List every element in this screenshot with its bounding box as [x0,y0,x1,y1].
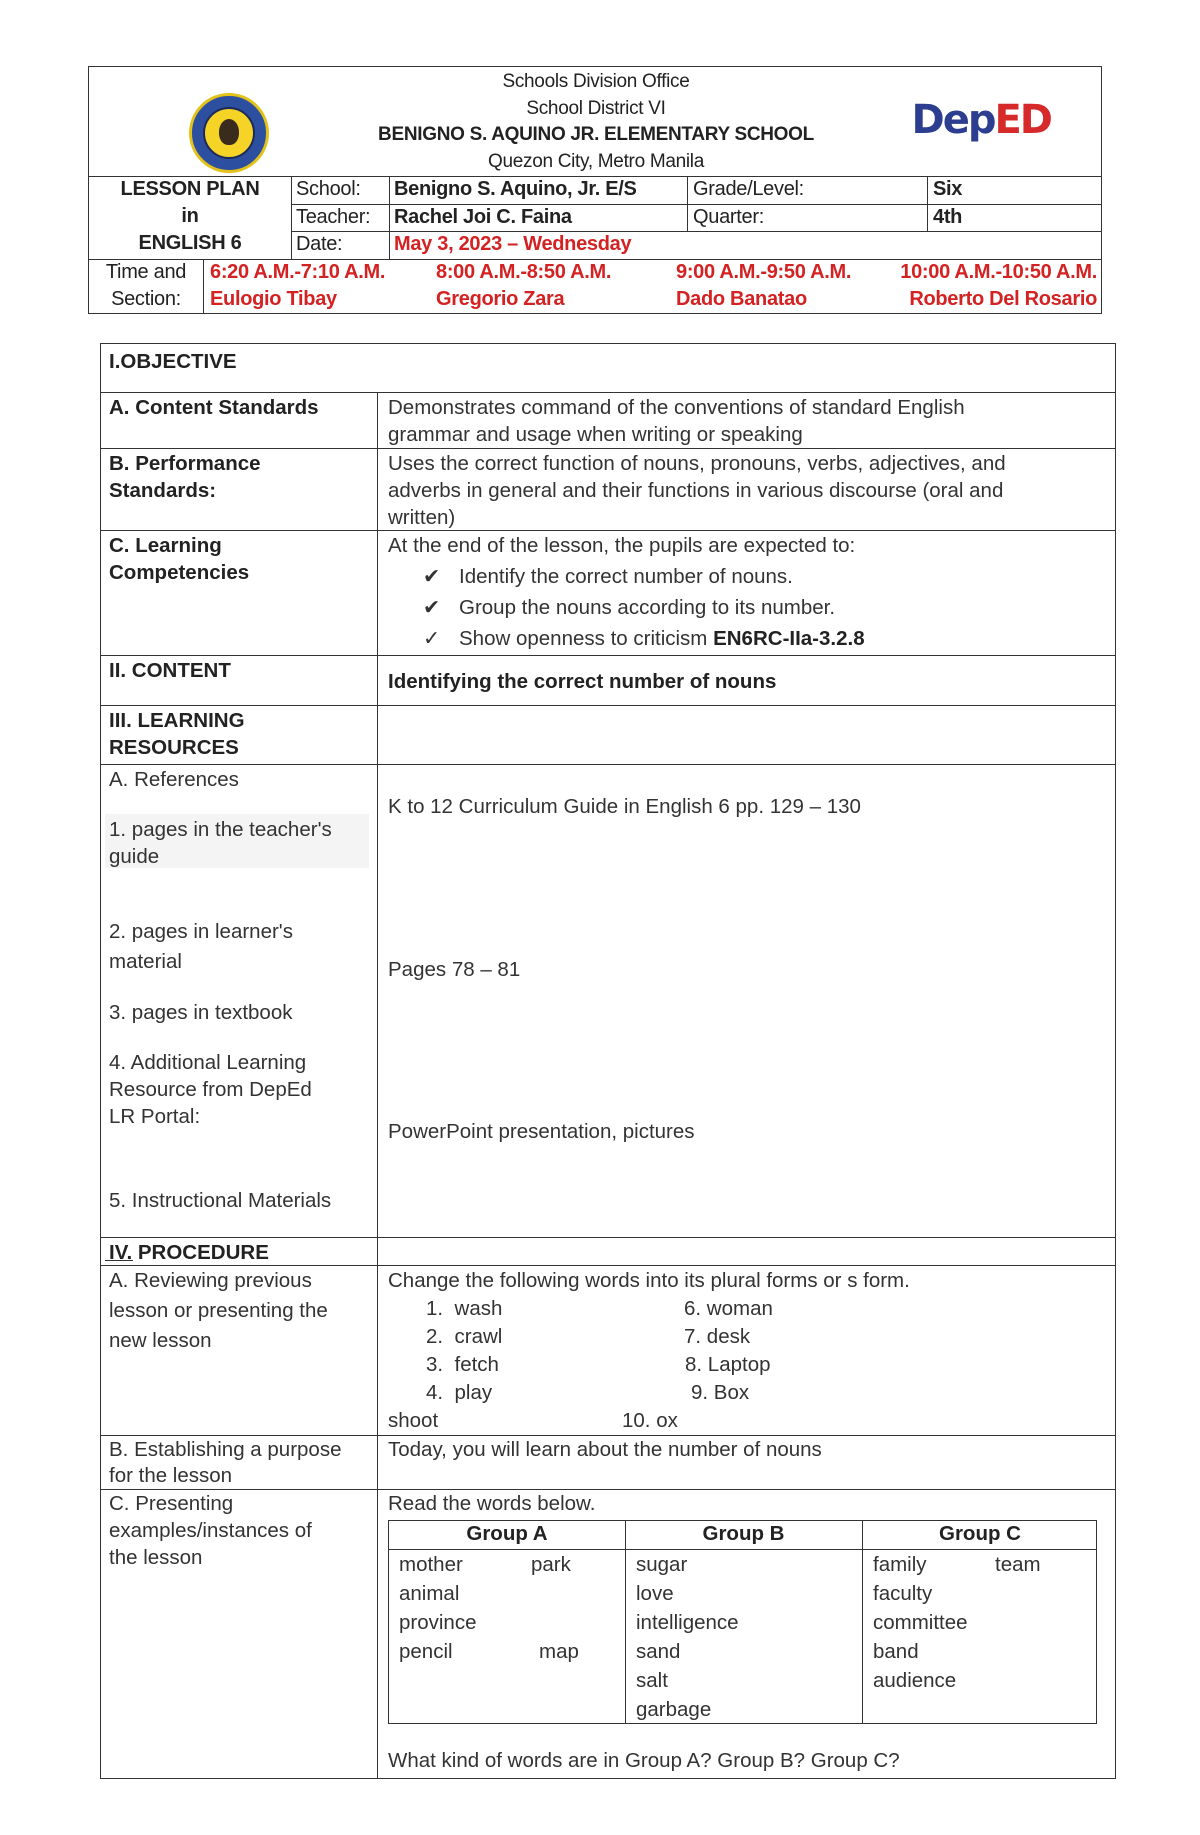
grade-label: Grade/Level: [693,178,804,200]
procedure-a-label: lesson or presenting the [109,1299,328,1322]
content-value: Identifying the correct number of nouns [388,670,777,693]
group-a-word: park [531,1553,571,1576]
division-office: Schools Division Office [502,71,690,92]
session-time: 8:00 A.M.-8:50 A.M. [436,261,612,283]
procedure-a-intro: Change the following words into its plural forms or s form. [388,1269,910,1292]
competency-code: EN6RC-IIa-3.2.8 [713,627,865,650]
teacher-label: Teacher: [296,206,371,228]
session-section: Roberto Del Rosario [909,288,1097,310]
date-label: Date: [296,233,343,255]
group-a-word: animal [399,1582,460,1605]
noun-groups-table [388,1520,1097,1724]
procedure-c-label: the lesson [109,1546,203,1569]
teacher-guide-label: 1. pages in the teacher's [109,818,332,841]
teacher-guide-label: guide [109,845,160,868]
group-b-word: salt [636,1669,668,1692]
group-c-word: family [873,1553,927,1576]
content-standards-line: Demonstrates command of the conventions of standard English [388,396,965,419]
plural-item: 6. woman [684,1297,773,1320]
group-c-word: audience [873,1669,957,1692]
competency-item: ✔ Group the nouns according to its number. [423,595,836,619]
procedure-b-value: Today, you will learn about the number of nouns [388,1438,822,1461]
objective-title: I.OBJECTIVE [109,350,237,373]
school-location: Quezon City, Metro Manila [487,151,704,172]
check-icon: ✔ [423,595,441,619]
procedure-a-label: new lesson [109,1329,212,1352]
procedure-b-label: B. Establishing a purpose [109,1438,342,1461]
group-b-word: sugar [636,1553,688,1576]
section-label: Section: [111,288,181,310]
plural-item: 4. play [426,1381,493,1404]
plural-item: 8. Laptop [685,1353,771,1376]
group-c-word: band [873,1640,919,1663]
deped-logo: DepED [911,97,1051,143]
procedure-c-question: What kind of words are in Group A? Group B? Group C? [388,1749,900,1772]
procedure-a-label: A. Reviewing previous [109,1269,312,1292]
performance-line: Uses the correct function of nouns, pronouns, verbs, adjectives, and [388,452,1006,475]
time-label: Time and [105,261,187,283]
plural-item: 2. crawl [426,1325,503,1348]
group-header: Group C [939,1522,1021,1545]
lesson-plan-table [100,343,1116,1779]
group-b-word: love [636,1582,674,1605]
procedure-title: IV. PROCEDURE [109,1241,269,1264]
session-time: 9:00 A.M.-9:50 A.M. [676,261,852,283]
session-section: Eulogio Tibay [210,288,337,310]
content-standards-line: grammar and usage when writing or speaking [388,423,803,446]
plural-item: 10. ox [622,1409,678,1432]
additional-resource-label: Resource from DepEd [109,1078,312,1101]
lesson-plan-label: LESSON PLAN [120,178,260,200]
group-b-word: intelligence [636,1611,739,1634]
resources-title: RESOURCES [109,736,239,759]
group-a-word: pencil [399,1640,453,1663]
group-c-word: team [995,1553,1041,1576]
plural-item: 9. Box [691,1381,750,1404]
group-b-word: garbage [636,1698,712,1721]
date-value: May 3, 2023 – Wednesday [394,233,632,255]
learner-material-label: 2. pages in learner's [109,920,293,943]
session-time: 10:00 A.M.-10:50 A.M. [900,261,1097,283]
quarter-label: Quarter: [693,206,764,228]
resources-title: III. LEARNING [109,709,245,732]
performance-label: Standards: [109,479,217,502]
additional-resource-label: 4. Additional Learning [109,1051,307,1074]
session-time: 6:20 A.M.-7:10 A.M. [210,261,386,283]
additional-resource-label: LR Portal: [109,1105,201,1128]
group-c-word: faculty [873,1582,933,1605]
teacher-guide-value: K to 12 Curriculum Guide in English 6 pp. 129 – 130 [388,795,861,818]
plural-item: 1. wash [426,1297,503,1320]
learner-material-label: material [109,950,182,973]
textbook-label: 3. pages in textbook [109,1001,293,1024]
teacher-value: Rachel Joi C. Faina [394,206,572,228]
references-label: A. References [109,768,239,791]
additional-resource-value: PowerPoint presentation, pictures [388,1120,695,1143]
group-c-word: committee [873,1611,968,1634]
learner-material-value: Pages 78 – 81 [388,958,521,981]
performance-label: B. Performance [109,452,261,475]
performance-line: written) [388,506,456,529]
session-section: Gregorio Zara [436,288,565,310]
grade-value: Six [933,178,963,200]
plural-item: 7. desk [684,1325,751,1348]
competencies-label: C. Learning [109,534,222,557]
group-header: Group B [702,1522,785,1545]
school-header [88,66,1102,314]
content-title: II. CONTENT [109,659,231,682]
school-district: School District VI [526,98,666,119]
lesson-plan-subject: ENGLISH 6 [138,232,242,254]
group-header: Group A [466,1522,548,1545]
instructional-materials-label: 5. Instructional Materials [109,1189,332,1212]
check-icon: ✓ [423,626,441,650]
competency-item: ✔ Identify the correct number of nouns. [423,564,793,588]
check-icon: ✔ [423,564,441,588]
content-standards-label: A. Content Standards [109,396,319,419]
procedure-c-label: examples/instances of [109,1519,312,1542]
school-name: BENIGNO S. AQUINO JR. ELEMENTARY SCHOOL [378,124,814,145]
performance-line: adverbs in general and their functions in various discourse (oral and [388,479,1004,502]
group-b-word: sand [636,1640,681,1663]
session-section: Dado Banatao [676,288,807,310]
school-value: Benigno S. Aquino, Jr. E/S [394,178,637,200]
competencies-label: Competencies [109,561,250,584]
plural-item: shoot [388,1409,439,1432]
procedure-c-label: C. Presenting [109,1492,234,1515]
group-a-word: map [539,1640,579,1663]
group-a-word: province [399,1611,477,1634]
plural-item: 3. fetch [426,1353,499,1376]
procedure-b-label: for the lesson [109,1464,233,1487]
lesson-plan-in: in [181,205,199,227]
school-label: School: [296,178,361,200]
group-a-word: mother [399,1553,463,1576]
competency-item: ✓ Show openness to criticism EN6RC-IIa-3.2.8 [423,626,865,650]
competencies-intro: At the end of the lesson, the pupils are expected to: [388,534,856,557]
procedure-c-intro: Read the words below. [388,1492,596,1515]
quarter-value: 4th [933,206,963,228]
